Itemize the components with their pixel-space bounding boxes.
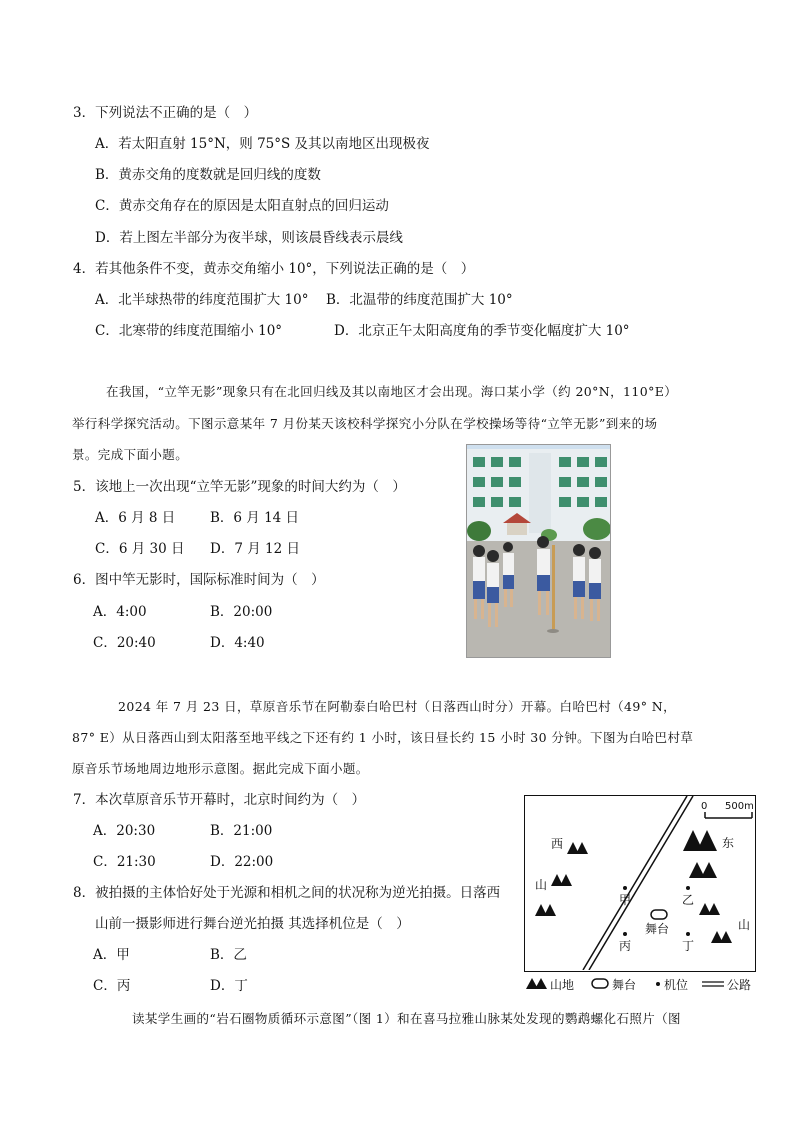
q8-option-b: B．乙 bbox=[210, 947, 247, 963]
camera-position-yi bbox=[686, 886, 690, 890]
label-yi: 乙 bbox=[682, 893, 695, 907]
passage1-line1: 在我国，“立竿无影”现象只有在北回归线及其以南地区才会出现。海口某小学（约 20°N，110°E） bbox=[106, 384, 678, 399]
map-legend bbox=[524, 974, 764, 994]
q8-stem-line2: 山前一摄影师进行舞台逆光拍摄 其选择机位是（ ） bbox=[95, 916, 410, 932]
mountain-icon bbox=[720, 931, 732, 943]
camera-position-bing bbox=[623, 932, 627, 936]
q5-option-a: A．6 月 8 日 bbox=[95, 510, 176, 526]
q8-stem-line1: 8．被拍摄的主体恰好处于光源和相机之间的状况称为逆光拍摄。日落西 bbox=[73, 885, 501, 901]
q3-option-a: A．若太阳直射 15°N，则 75°S 及其以南地区出现极夜 bbox=[95, 136, 430, 152]
legend-camera: 机位 bbox=[664, 978, 689, 992]
stage-legend-icon bbox=[592, 979, 608, 988]
q7-option-c: C．21:30 bbox=[93, 854, 156, 870]
mountain-icon bbox=[535, 978, 547, 989]
scale-length: 500m bbox=[725, 801, 754, 812]
mountain-icon bbox=[544, 904, 556, 916]
mountain-icon bbox=[701, 862, 717, 878]
mountain-icon bbox=[708, 903, 720, 915]
road-line-2 bbox=[589, 796, 693, 970]
schoolyard-photo bbox=[466, 444, 611, 658]
q7-option-d: D．22:00 bbox=[210, 854, 274, 870]
q8-option-a: A．甲 bbox=[93, 947, 130, 963]
legend-road: 公路 bbox=[727, 978, 752, 992]
camera-position-jia bbox=[623, 886, 627, 890]
q7-option-b: B．21:00 bbox=[210, 823, 273, 839]
scale-zero: 0 bbox=[701, 801, 708, 812]
passage2-line3: 原音乐节场地周边地形示意图。据此完成下面小题。 bbox=[72, 761, 369, 776]
label-jia: 甲 bbox=[619, 893, 632, 907]
label-bing: 丙 bbox=[619, 939, 632, 953]
q5-stem: 5．该地上一次出现“立竿无影”现象的时间大约为（ ） bbox=[73, 479, 406, 495]
camera-legend-icon bbox=[656, 982, 660, 986]
label-west: 西 bbox=[551, 837, 564, 851]
camera-position-ding bbox=[686, 932, 690, 936]
label-east-mountain: 山 bbox=[738, 918, 751, 932]
q6-option-c: C．20:40 bbox=[93, 635, 156, 651]
q7-option-a: A．20:30 bbox=[93, 823, 156, 839]
q4-stem: 4．若其他条件不变，黄赤交角缩小 10°，下列说法正确的是（ ） bbox=[73, 261, 475, 277]
q4-option-b: B．北温带的纬度范围扩大 10° bbox=[326, 292, 513, 308]
passage1-line3: 景。完成下面小题。 bbox=[72, 447, 189, 462]
passage3-line1: 读某学生画的“岩石圈物质循环示意图”（图 1）和在喜马拉雅山脉某处发现的鹦鹉螺化石照片（图 bbox=[132, 1011, 681, 1026]
terrain-map bbox=[524, 795, 756, 972]
label-stage: 舞台 bbox=[645, 922, 670, 936]
q8-option-d: D．丁 bbox=[210, 978, 248, 994]
stage-shape bbox=[651, 910, 667, 919]
passage1-line2: 举行科学探究活动。下图示意某年 7 月份某天该校科学探究小分队在学校操场等待“立竿无影”到来的场 bbox=[72, 416, 658, 431]
q3-stem: 3．下列说法不正确的是（ ） bbox=[73, 105, 258, 121]
legend-mountain: 山地 bbox=[550, 978, 575, 992]
q8-option-c: C．丙 bbox=[93, 978, 131, 994]
q6-option-d: D．4:40 bbox=[210, 635, 265, 651]
q5-option-c: C．6 月 30 日 bbox=[95, 541, 185, 557]
road-line-1 bbox=[583, 796, 687, 970]
label-west-mountain: 山 bbox=[535, 878, 548, 892]
q5-option-d: D．7 月 12 日 bbox=[210, 541, 300, 557]
q3-option-d: D．若上图左半部分为夜半球，则该晨昏线表示晨线 bbox=[95, 230, 403, 246]
q5-option-b: B．6 月 14 日 bbox=[210, 510, 300, 526]
q6-option-a: A．4:00 bbox=[93, 604, 147, 620]
q4-option-c: C．北寒带的纬度范围缩小 10° bbox=[95, 323, 283, 339]
q6-option-b: B．20:00 bbox=[210, 604, 273, 620]
label-ding: 丁 bbox=[682, 939, 695, 953]
q3-option-c: C．黄赤交角存在的原因是太阳直射点的回归运动 bbox=[95, 198, 389, 214]
q3-option-b: B．黄赤交角的度数就是回归线的度数 bbox=[95, 167, 321, 183]
q4-option-a: A．北半球热带的纬度范围扩大 10° bbox=[95, 292, 309, 308]
label-east: 东 bbox=[722, 836, 735, 850]
mountain-icon bbox=[576, 842, 588, 854]
q4-option-d: D．北京正午太阳高度角的季节变化幅度扩大 10° bbox=[334, 323, 630, 339]
legend-stage: 舞台 bbox=[612, 978, 637, 992]
passage2-line1: 2024 年 7 月 23 日，草原音乐节在阿勒泰白哈巴村（日落西山时分）开幕。白哈巴村（49° N， bbox=[118, 699, 677, 714]
mountain-icon bbox=[697, 830, 717, 851]
passage2-line2: 87° E）从日落西山到太阳落至地平线之下还有约 1 小时，该日昼长约 15 小时 30 分钟。下图为白哈巴村草 bbox=[72, 730, 694, 745]
q7-stem: 7．本次草原音乐节开幕时，北京时间约为（ ） bbox=[73, 792, 366, 808]
q6-stem: 6．图中竿无影时，国际标准时间为（ ） bbox=[73, 572, 325, 588]
mountain-icon bbox=[560, 874, 572, 886]
